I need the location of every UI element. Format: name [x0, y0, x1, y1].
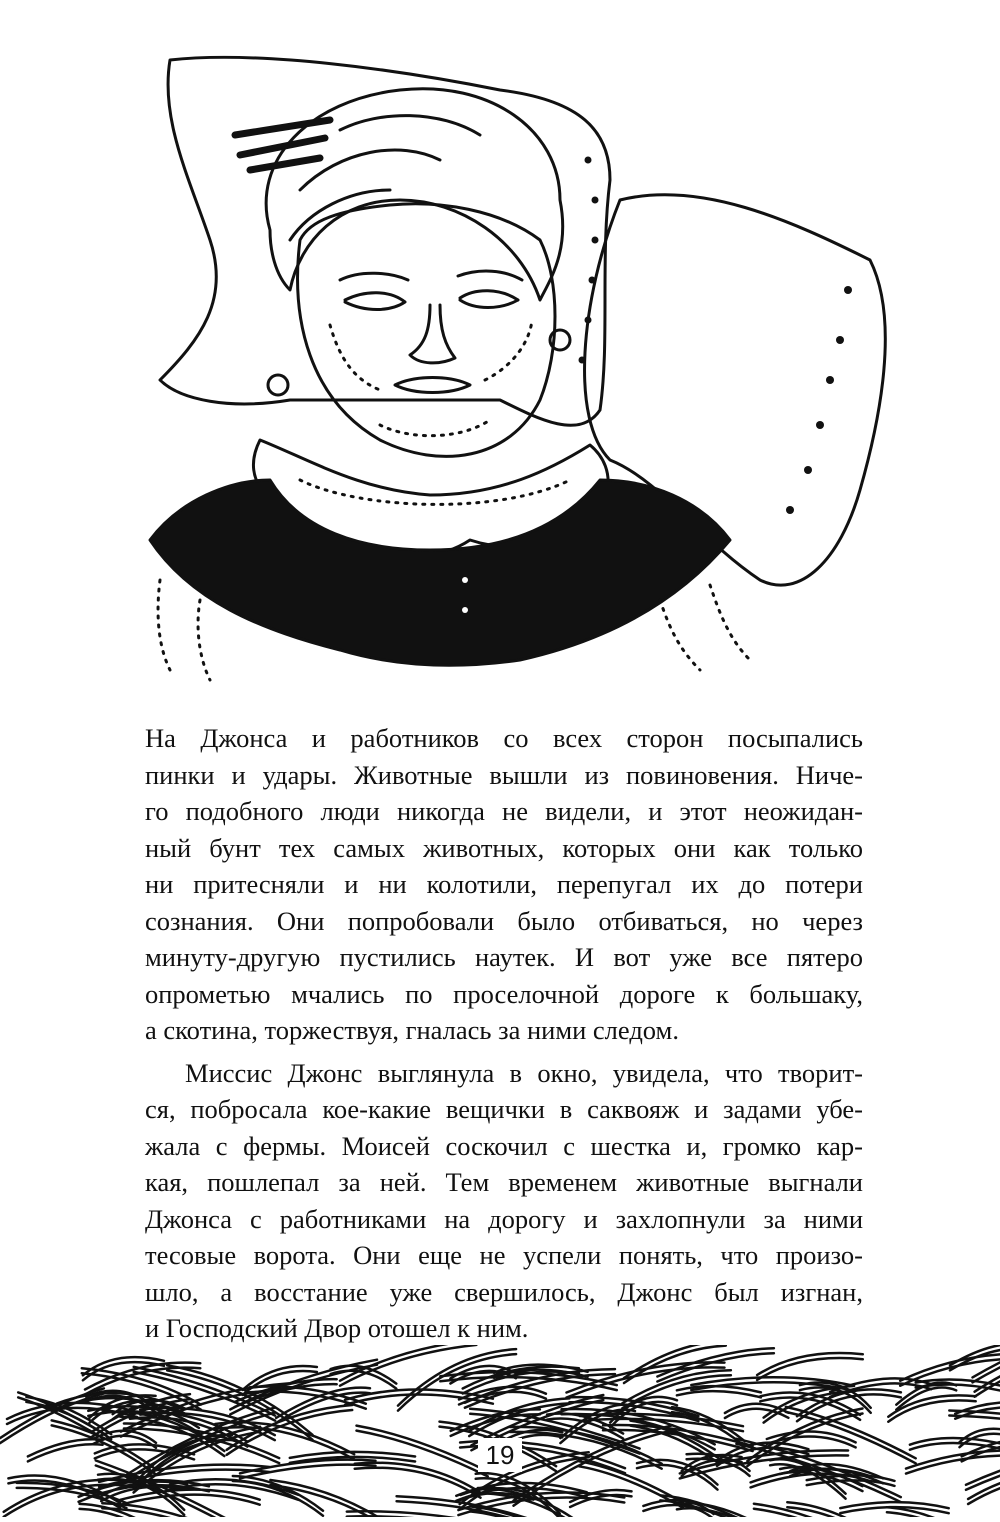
- text-line: го подобного люди никогда не видели, и этот неожидан-: [145, 793, 863, 830]
- dress: [150, 480, 730, 665]
- straw-stroke: [677, 1391, 761, 1397]
- text-line: ни притесняли и ни колотили, перепугал их до потери: [145, 866, 863, 903]
- text-line: пинки и удары. Животные вышли из повиновения. Ниче-: [145, 757, 863, 794]
- text-line: тесовые ворота. Они еще не успели понять, что произо-: [145, 1237, 863, 1274]
- text-line: жала с фермы. Моисей соскочил с шестка и, громко кар-: [145, 1128, 863, 1165]
- text-line: и Господский Двор отошел к ним.: [145, 1310, 863, 1347]
- text-line: минуту-другую пустились наутек. И вот уже все пятеро: [145, 939, 863, 976]
- sleeping-woman-illustration: [140, 40, 890, 690]
- paragraph-1: [145, 720, 863, 1049]
- text-line: Миссис Джонс выглянула в окно, увидела, что творит-: [145, 1055, 863, 1092]
- text-line: шло, а восстание уже свершилось, Джонс был изгнан,: [145, 1274, 863, 1311]
- text-line: опрометью мчались по проселочной дороге к большаку,: [145, 976, 863, 1013]
- straw-stroke: [398, 1354, 516, 1411]
- text-line: кая, пошлепал за ней. Тем временем животные выгнали: [145, 1164, 863, 1201]
- text-line: ный бунт тех самых животных, которых они как только: [145, 830, 863, 867]
- text-line: а скотина, торжествуя, гналась за ними следом.: [145, 1012, 863, 1049]
- text-line: ся, побросала кое-какие вещички в саквояж и задами убе-: [145, 1091, 863, 1128]
- text-line: сознания. Они попробовали было отбиваться, но через: [145, 903, 863, 940]
- body-text: [145, 720, 863, 1347]
- text-line: На Джонса и работников со всех сторон посыпались: [145, 720, 863, 757]
- straw-stroke: [887, 1512, 984, 1517]
- page-number-label: 19: [478, 1438, 523, 1472]
- straw-stroke: [887, 1507, 984, 1517]
- paragraph-2: [145, 1055, 863, 1347]
- text-line: Джонса с работниками на дорогу и захлопнули за ними: [145, 1201, 863, 1238]
- page-number: [0, 1440, 1000, 1471]
- front-pillow: [160, 57, 610, 425]
- straw-border-illustration: [0, 1345, 1000, 1517]
